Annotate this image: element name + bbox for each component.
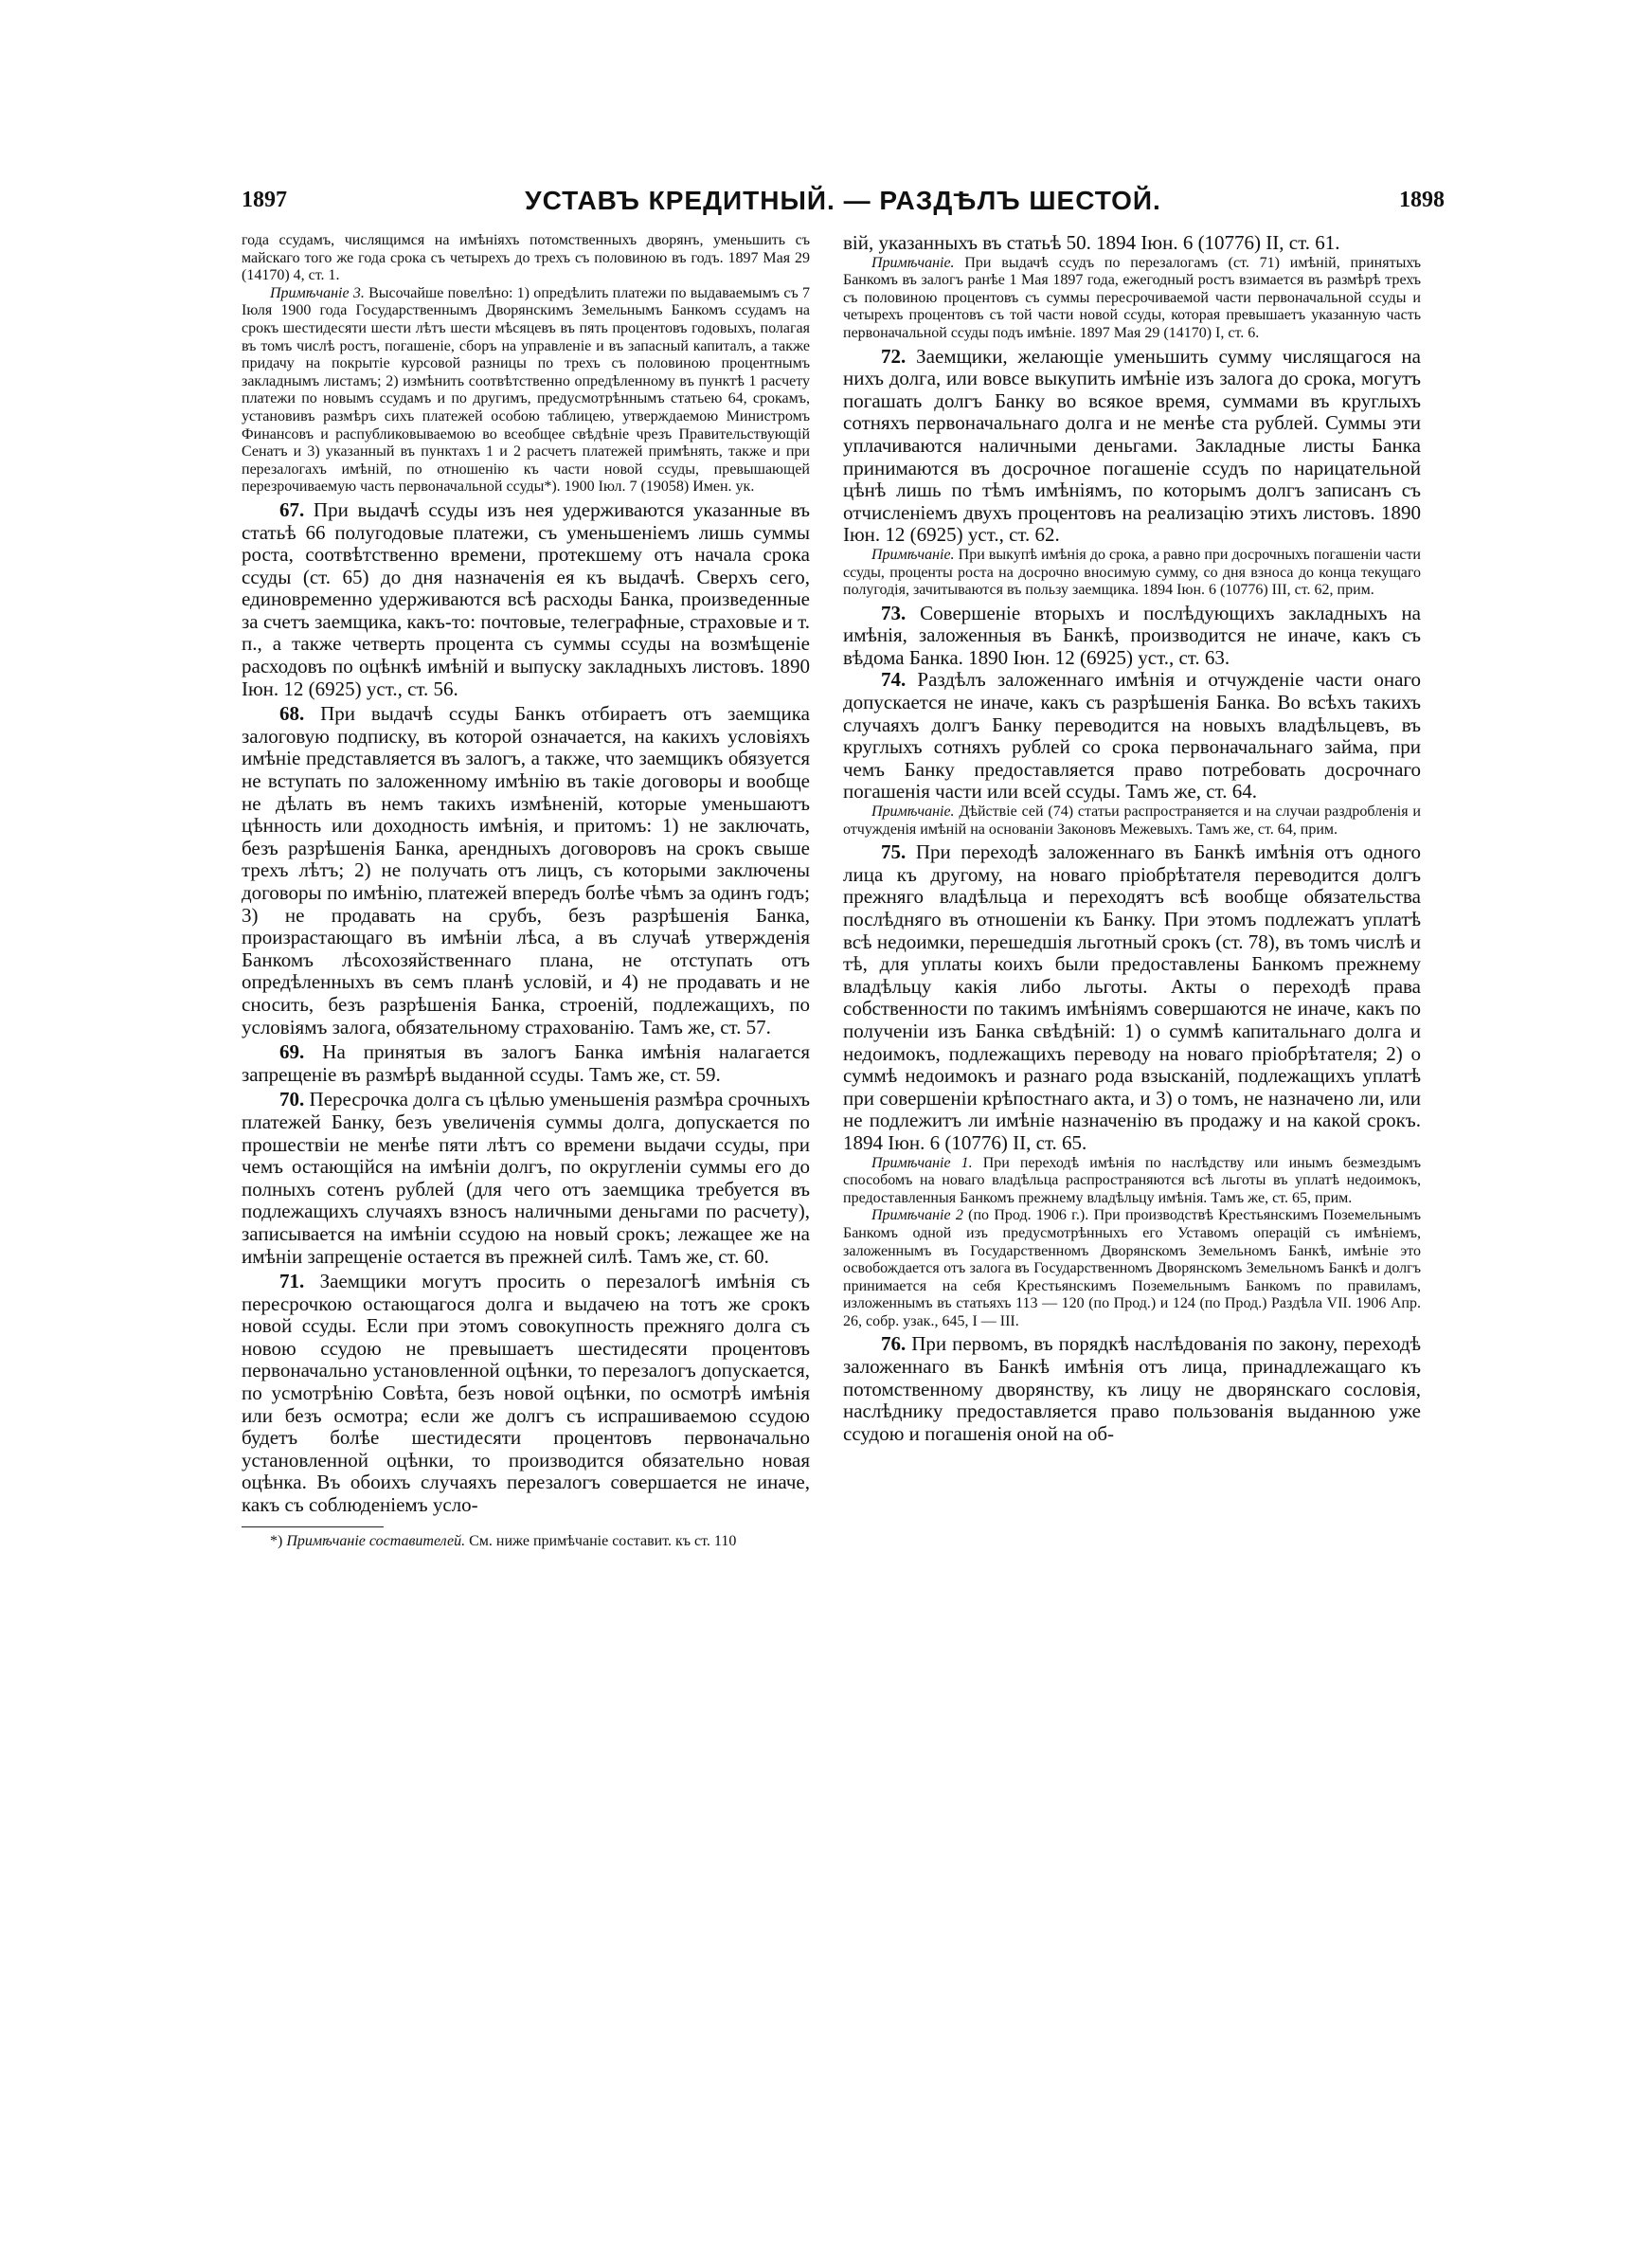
footnote-divider	[242, 1526, 384, 1527]
article-text: При выдачѣ ссуды изъ нея удерживаются указанные въ статьѣ 66 полугодовые платежи, съ уменьшеніемъ лишь суммы роста, соотвѣтственно времени, протекшему отъ начала срока ссуды (ст. 65) до дня назначенія ея къ выдачѣ. Сверхъ сего, единовременно удерживаются всѣ расходы Банка, произведенные за счетъ заемщика, какъ-то: почтовые, телеграфные, страховые и т. п., а также четверть процента съ суммы ссуды на возмѣщеніе расходовъ по оцѣнкѣ имѣній и выпуску закладныхъ листовъ. 1890 Іюн. 12 (6925) уст., ст. 56.	[242, 497, 810, 700]
text-continuation: вій, указанныхъ въ статьѣ 50. 1894 Іюн. 6 (10776) II, ст. 61.	[843, 231, 1340, 254]
article-68	[242, 703, 810, 1038]
note	[843, 547, 1421, 600]
article-number: 69.	[279, 1040, 305, 1064]
footnote	[242, 1533, 810, 1551]
article-number: 73.	[881, 601, 907, 624]
note-3	[242, 285, 810, 497]
article-number: 75.	[881, 840, 907, 864]
left-column	[242, 232, 810, 1550]
note-label: Примѣчаніе.	[871, 546, 955, 563]
note-label: Примѣчаніе.	[871, 254, 955, 271]
article-70	[242, 1089, 810, 1268]
note-label: Примѣчаніе 1.	[871, 1154, 973, 1171]
page-number-left: 1897	[242, 188, 287, 212]
text-continuation: года ссудамъ, числящимся на имѣніяхъ потомственныхъ дворянъ, уменьшить съ майскаго того же года срока съ четырехъ до трехъ съ половиною въ годъ. 1897 Мая 29 (14170) 4, ст. 1.	[242, 232, 810, 284]
page-number-right: 1898	[1399, 188, 1445, 212]
article-text: Раздѣлъ заложеннаго имѣнія и отчужденіе части онаго допускается не иначе, какъ съ разрѣшенія Банка. Во всѣхъ такихъ случаяхъ долгъ Банку переводится на новыхъ владѣльцевъ, въ круглыхъ сотняхъ рублей со срока первоначальнаго займа, при чемъ Банку предоставляется право потребовать досрочнаго погашенія части или всей ссуды. Тамъ же, ст. 64.	[843, 668, 1421, 803]
article-number: 71.	[279, 1270, 305, 1293]
note	[843, 1207, 1421, 1330]
note-text: Высочайше повелѣно: 1) опредѣлить платежи по выдаваемымъ съ 7 Іюля 1900 года Государственнымъ Дворянскимъ Земельнымъ Банкомъ ссудамъ на срокъ шестидесяти шести лѣтъ шести мѣсяцевъ въ пять процентовъ годовыхъ, полагая въ томъ числѣ ростъ, погашеніе, сборъ на управленіе и въ запасный капиталъ, а также придачу на покрытіе курсовой разницы по трехъ съ половиною процентнымъ закладнымъ листамъ; 2) измѣнить соотвѣтственно опредѣленному въ пунктѣ 1 расчету платежи по новымъ ссудамъ и по другимъ, предусмотрѣннымъ статьею 64, срокамъ, установивъ размѣръ сихъ платежей особою таблицею, утверждаемою Министромъ Финансовъ и распубликовываемою во всеобщее свѣдѣніе чрезъ Правительствующій Сенатъ и 3) указанный въ пунктахъ 1 и 2 расчетъ платежей примѣнять, также и при перезалогахъ имѣній, по отношенію къ части новой ссуды, превышающей перезрочиваемую часть первоначальной ссуды*). 1900 Іюл. 7 (19058) Имен. ук.	[242, 284, 810, 496]
article-text: Пересрочка долга съ цѣлью уменьшенія размѣра срочныхъ платежей Банку, безъ увеличенія суммы долга, допускается по прошествіи не менѣе пяти лѣтъ со времени выдачи ссуды, при чемъ остающійся на имѣніи долгъ, по округленіи суммы его до полныхъ сотенъ рублей (для чего отъ заемщика требуется въ подлежащихъ случаяхъ взносъ наличными деньгами по расчету), записывается на имѣніи ссудою на новый срокъ; лежащее же на имѣніи запрещеніе остается въ прежней силѣ. Тамъ же, ст. 60.	[242, 1088, 810, 1268]
article-67	[242, 499, 810, 700]
article-number: 74.	[881, 668, 907, 692]
footnote-label: Примѣчаніе составителей.	[282, 1532, 466, 1549]
note-text: (по Прод. 1906 г.). При производствѣ Крестьянскимъ Поземельнымъ Банкомъ одной изъ предусмотрѣнныхъ его Уставомъ операцій съ имѣніемъ, заложеннымъ въ Государственномъ Дворянскомъ Земельномъ Банкѣ, имѣніе это освобождается отъ залога въ Государственномъ Дворянскомъ Земельномъ Банкѣ и долгъ принимается на себя Крестьянскимъ Поземельнымъ Банкомъ по правиламъ, изложеннымъ въ статьяхъ 113 — 120 (по Прод.) и 124 (по Прод.) Раздѣла VII. 1906 Апр. 26, собр. узак., 645, I — III.	[843, 1207, 1421, 1329]
article-number: 68.	[279, 702, 305, 726]
article-76	[843, 1333, 1421, 1445]
article-number: 67.	[279, 497, 305, 521]
note-text: При выкупѣ имѣнія до срока, а равно при досрочныхъ погашеніи части ссуды, проценты роста на досрочно вносимую сумму, со дня взноса до конца текущаго полугодія, зачитываются въ пользу заемщика. 1894 Іюн. 6 (10776) III, ст. 62, прим.	[843, 546, 1421, 599]
article-69	[242, 1041, 810, 1086]
article-74	[843, 669, 1421, 803]
right-column	[843, 232, 1421, 1445]
page-title: УСТАВЪ КРЕДИТНЫЙ. — РАЗДѢЛЪ ШЕСТОЙ.	[525, 186, 1161, 215]
article-number: 72.	[881, 344, 907, 368]
article-73	[843, 603, 1421, 670]
footnote-text: См. ниже примѣчаніе составит. къ ст. 110	[465, 1532, 737, 1549]
note	[843, 255, 1421, 343]
note-label: Примѣчаніе 2	[871, 1207, 963, 1224]
article-text: Совершеніе вторыхъ и послѣдующихъ закладныхъ на имѣнія, заложенныя въ Банкѣ, производится не иначе, какъ съ вѣдома Банка. 1890 Іюн. 12 (6925) уст., ст. 63.	[843, 601, 1421, 669]
article-text: При первомъ, въ порядкѣ наслѣдованія по закону, переходѣ заложеннаго въ Банкѣ имѣнія отъ лица, принадлежащаго къ потомственному дворянству, къ лицу не дворянскаго сословія, наслѣднику предоставляется право пользованія выданною уже ссудою и погашенія оной на об-	[843, 1332, 1421, 1445]
article-number: 70.	[279, 1088, 305, 1111]
article-text: При переходѣ заложеннаго въ Банкѣ имѣнія отъ одного лица къ другому, на новаго пріобрѣтателя переводится долгъ прежняго владѣльца и переходятъ всѣ вообще обязательства послѣдняго въ отношеніи къ Банку. При этомъ подлежатъ уплатѣ всѣ недоимки, перешедшія льготный срокъ (ст. 78), въ томъ числѣ и тѣ, для уплаты коихъ были предоставлены Банкомъ прежнему владѣльцу какія либо льготы. Акты о переходѣ права собственности по такимъ имѣніямъ совершаются не иначе, какъ по полученіи изъ Банка свѣдѣній: 1) о суммѣ капитальнаго долга и недоимокъ, подлежащихъ переводу на новаго пріобрѣтателя; 2) о суммѣ недоимокъ и разнаго рода взысканій, подлежащихъ уплатѣ при совершеніи крѣпостнаго акта, и 3) о томъ, не назначено ли, или не подлежитъ ли имѣніе назначенію въ продажу и на какой срокъ. 1894 Іюн. 6 (10776) II, ст. 65.	[843, 840, 1421, 1154]
article-number: 76.	[881, 1332, 907, 1356]
article-71	[242, 1271, 810, 1517]
note-text: Дѣйствіе сей (74) статьи распространяется и на случаи раздробленія и отчужденія имѣній на основаніи Законовъ Межевыхъ. Тамъ же, ст. 64, прим.	[843, 803, 1421, 838]
article-75	[843, 841, 1421, 1154]
article-text: Заемщики, желающіе уменьшить сумму числящагося на нихъ долга, или вовсе выкупить имѣніе изъ залога до срока, могутъ погашать долгъ Банку во всякое время, суммами въ круглыхъ сотняхъ первоначальнаго долга и не менѣе ста рублей. Суммы эти уплачиваются наличными деньгами. Закладные листы Банка принимаются въ досрочное погашеніе ссудъ по нарицательной цѣнѣ лишь по тѣмъ имѣніямъ, по которымъ долгъ записанъ съ отчисленіемъ двухъ процентовъ на реализацію этихъ листовъ. 1890 Іюн. 12 (6925) уст., ст. 62.	[843, 344, 1421, 547]
article-text: Заемщики могутъ просить о перезалогѣ имѣнія съ пересрочкою остающагося долга и выдачею на тотъ же срокъ новой ссуды. Если при этомъ совокупность прежняго долга съ новою ссудою не превышаетъ шестидесяти процентовъ первоначально установленной оцѣнки, то перезалогъ допускается, по усмотрѣнію Совѣта, безъ новой оцѣнки, по осмотрѣ имѣнія или безъ осмотра; если же долгъ съ испрашиваемою ссудою будетъ болѣе шестидесяти процентовъ первоначально установленной оцѣнки, то производится обязательно новая оцѣнка. Въ обоихъ случаяхъ перезалогъ совершается не иначе, какъ съ соблюденіемъ усло-	[242, 1270, 810, 1517]
note-label: Примѣчаніе.	[871, 803, 955, 821]
page-header	[242, 186, 1445, 224]
article-text: На принятыя въ залогъ Банка имѣнія налагается запрещеніе въ размѣрѣ выданной ссуды. Тамъ же, ст. 59.	[242, 1040, 810, 1086]
note	[843, 803, 1421, 839]
article-text: При выдачѣ ссуды Банкъ отбираетъ отъ заемщика залоговую подписку, въ которой означается, на какихъ условіяхъ имѣніе представляется въ залогъ, а также, что заемщикъ обязуется не вступать по заложенному имѣнію въ такіе договоры и вообще не дѣлать въ немъ такихъ измѣненій, которые уменьшаютъ цѣнность или доходность имѣнія, и притомъ: 1) не заключать, безъ разрѣшенія Банка, арендныхъ договоровъ на срокъ свыше трехъ лѣтъ; 2) не получать отъ лицъ, съ которыми заключены договоры по имѣнію, платежей впередъ болѣе чѣмъ за одинъ годъ; 3) не продавать на срубъ, безъ разрѣшенія Банка, произрастающаго въ имѣніи лѣса, а въ случаѣ утвержденія Банкомъ лѣсохозяйственнаго плана, не отступать отъ опредѣленныхъ въ семъ планѣ условій, и 4) не продавать и не сносить, безъ разрѣшенія Банка, строеній, подлежащихъ, по условіямъ залога, обязательному страхованію. Тамъ же, ст. 57.	[242, 702, 810, 1038]
note-text: При выдачѣ ссудъ по перезалогамъ (ст. 71) имѣній, принятыхъ Банкомъ въ залогъ ранѣе 1 Мая 1897 года, ежегодный ростъ взимается въ размѣрѣ трехъ съ половиною процентовъ съ суммы пересрочиваемой части первоначальной ссуды и четырехъ процентовъ съ той части новой ссуды, которая превышаетъ указанную часть первоначальной ссуды подъ имѣніе. 1897 Мая 29 (14170) I, ст. 6.	[843, 254, 1421, 341]
article-72	[843, 346, 1421, 547]
note-label: Примѣчаніе 3.	[270, 284, 365, 301]
note-text: При переходѣ имѣнія по наслѣдству или инымъ безмездымъ способомъ на новаго владѣльца распространяются всѣ льготы въ уплатѣ недоимокъ, предоставленныя Банкомъ прежнему владѣльцу имѣнія. Тамъ же, ст. 65, прим.	[843, 1154, 1421, 1206]
footnote-mark: *)	[270, 1532, 283, 1549]
note	[843, 1155, 1421, 1208]
